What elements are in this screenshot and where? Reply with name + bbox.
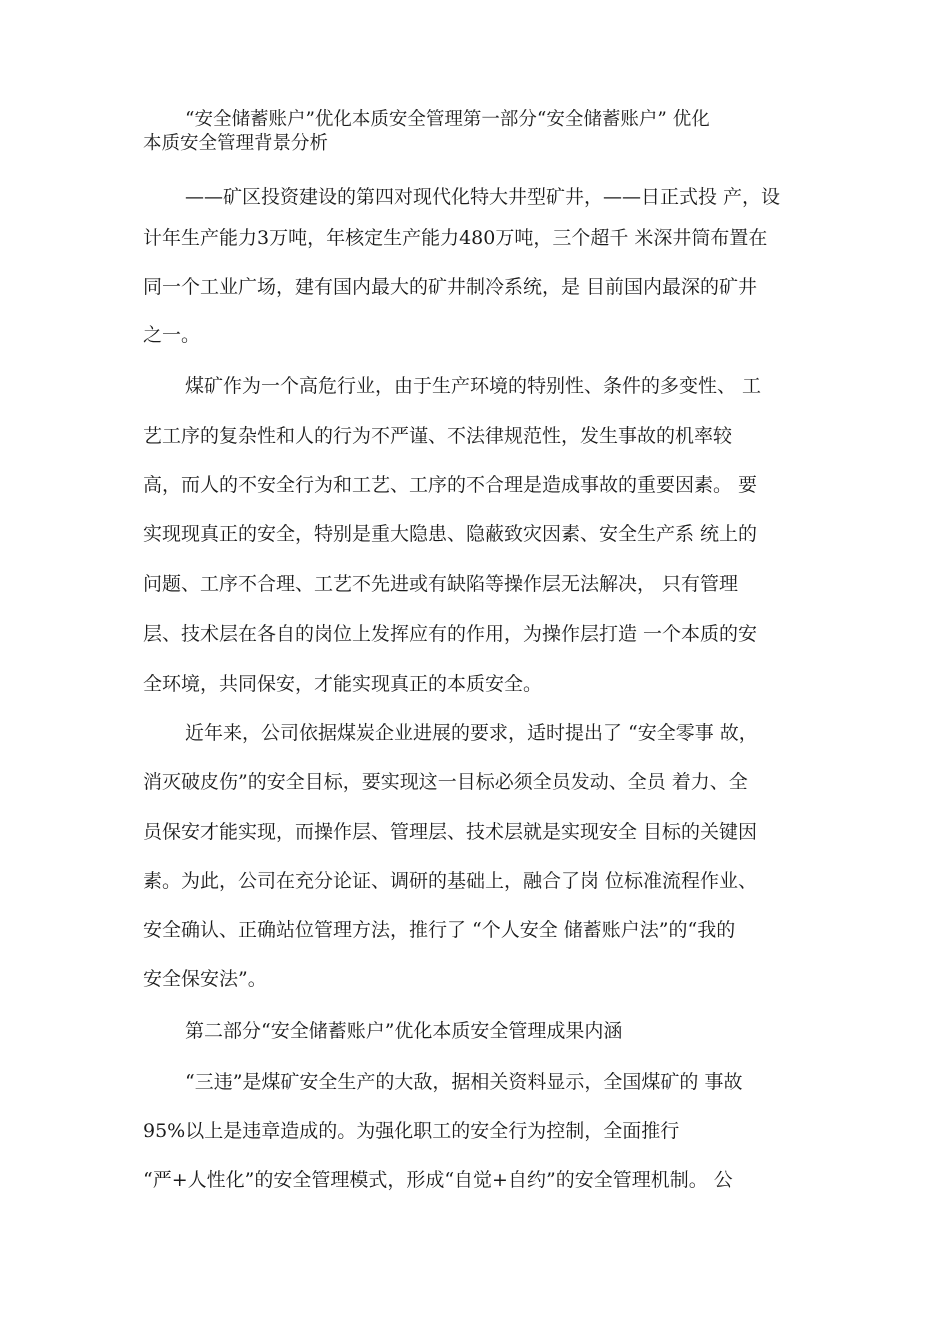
paragraph-2-line-1: 煤矿作为一个高危行业，由于生产环境的特别性、条件的多变性、 工 [185,375,762,397]
paragraph-1-line-3: 同一个工业广场，建有国内最大的矿井制冷系统，是 目前国内最深的矿井 [143,276,758,298]
paragraph-3-line-3: 员保安才能实现，而操作层、管理层、技术层就是实现安全 目标的关键因 [143,821,758,843]
paragraph-3-line-5: 安全确认、正确站位管理方法，推行了 “个人安全 储蓄账户法”的“我的 [143,919,736,941]
paragraph-4-line-3: “严+人性化”的安全管理模式，形成“自觉+自约”的安全管理机制。 公 [143,1169,733,1191]
paragraph-2-line-4: 实现现真正的安全，特别是重大隐患、隐蔽致灾因素、安全生产系 统上的 [143,523,758,545]
paragraph-1-line-1: ——矿区投资建设的第四对现代化特大井型矿井，——日正式投 产，设 [185,186,781,208]
paragraph-2-line-3: 高，而人的不安全行为和工艺、工序的不合理是造成事故的重要因素。 要 [143,474,758,496]
paragraph-2-line-7: 全环境，共同保安，才能实现真正的本质安全。 [143,673,543,695]
paragraph-2-line-5: 问题、工序不合理、工艺不先进或有缺陷等操作层无法解决， 只有管理 [143,573,739,595]
paragraph-3-line-4: 素。为此，公司在充分论证、调研的基础上，融合了岗 位标准流程作业、 [143,870,758,892]
section-2-heading: 第二部分“安全储蓄账户”优化本质安全管理成果内涵 [185,1020,623,1042]
paragraph-2-line-2: 艺工序的复杂性和人的行为不严谨、不法律规范性，发生事故的机率较 [143,425,733,447]
document-title-line-1: “安全储蓄账户”优化本质安全管理第一部分“安全储蓄账户” 优化 [185,109,710,130]
paragraph-4-line-1: “三违”是煤矿安全生产的大敌，据相关资料显示，全国煤矿的 事故 [185,1071,743,1093]
document-title-line-2: 本质安全管理背景分析 [143,133,329,154]
paragraph-3-line-2: 消灭破皮伤”的安全目标，要实现这一目标必须全员发动、全员 着力、全 [143,771,748,793]
paragraph-3-line-1: 近年来，公司依据煤炭企业进展的要求，适时提出了 “安全零事 故， [185,722,758,744]
paragraph-1-line-4: 之一。 [143,324,201,346]
paragraph-1-line-2: 计年生产能力3万吨，年核定生产能力480万吨，三个超千 米深井筒布置在 [143,227,768,249]
paragraph-4-line-2: 95%以上是违章造成的。为强化职工的安全行为控制，全面推行 [143,1120,680,1142]
paragraph-2-line-6: 层、技术层在各自的岗位上发挥应有的作用，为操作层打造 一个本质的安 [143,623,758,645]
paragraph-3-line-6: 安全保安法”。 [143,968,267,990]
